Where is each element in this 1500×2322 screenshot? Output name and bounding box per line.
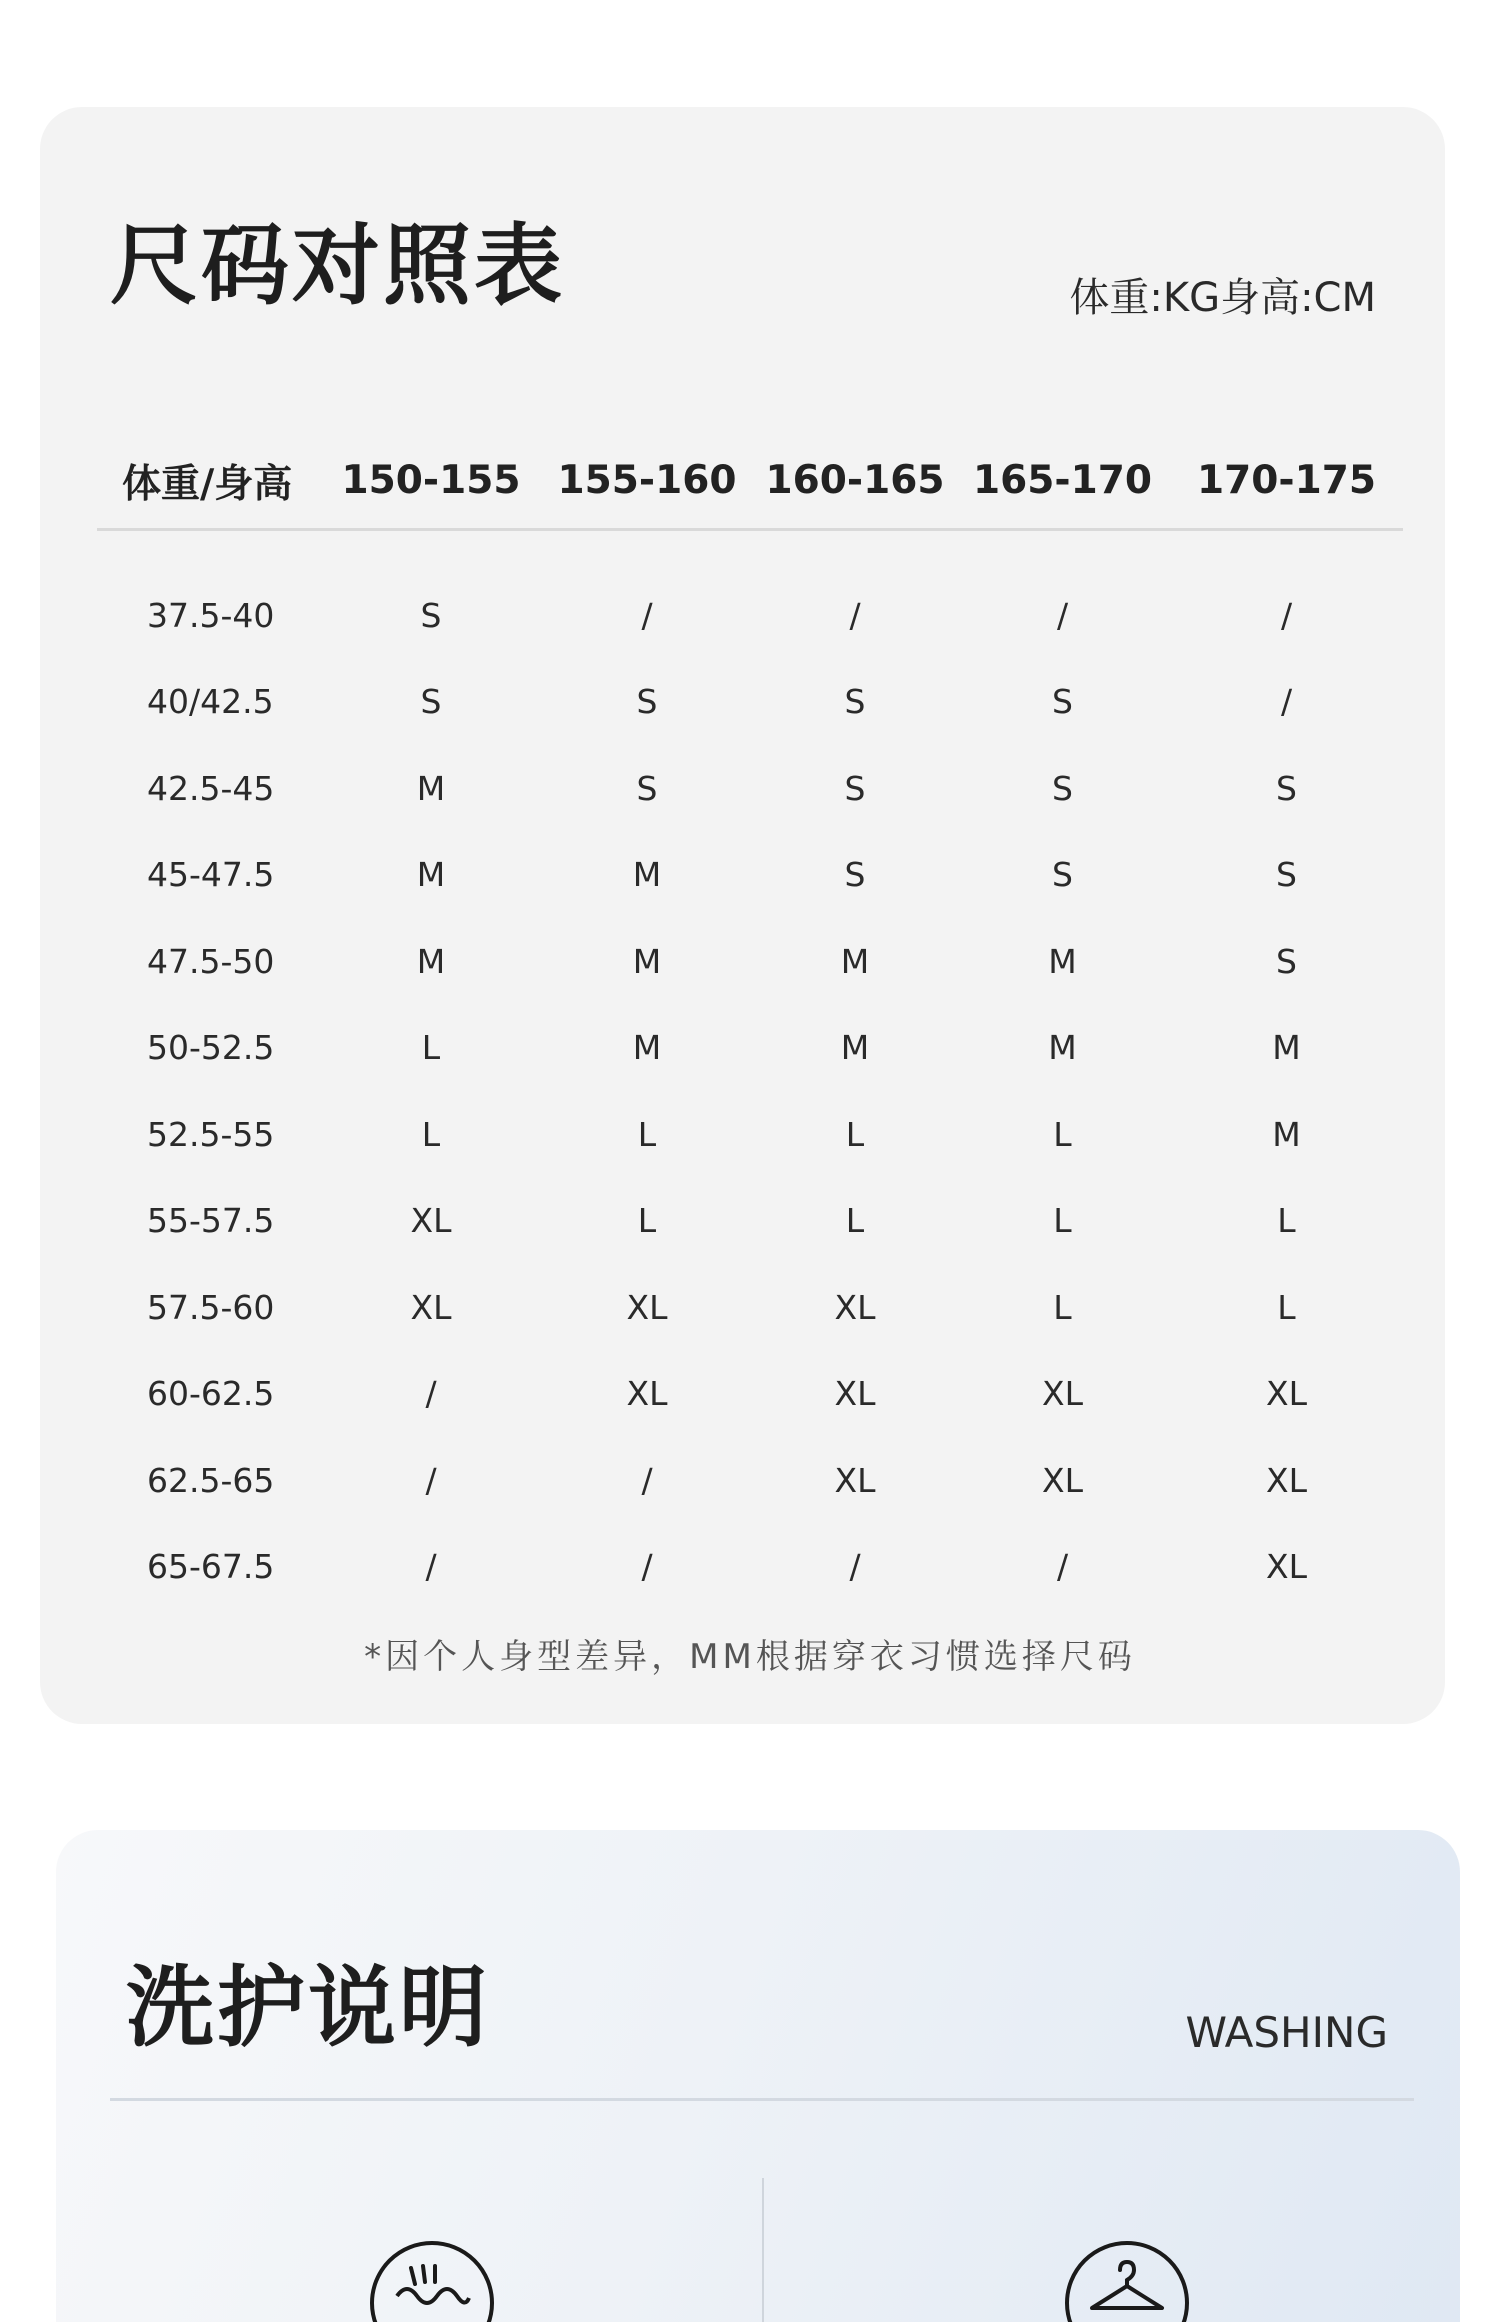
size-cell: / [1056,595,1069,635]
size-cell: XL [1266,1547,1307,1587]
size-cell: L [1277,1287,1296,1327]
size-cell: S [1052,682,1073,722]
size-cell: M [632,855,662,895]
size-cell: S [1276,768,1297,808]
weight-cell: 47.5-50 [147,941,275,981]
size-cell: / [641,1460,653,1500]
size-cell: L [1277,1201,1296,1241]
washing-title: 洗护说明 [126,1956,491,2059]
size-cell: L [1053,1114,1072,1154]
size-cell: / [641,1547,653,1587]
size-cell: XL [626,1374,668,1414]
size-cell: XL [1042,1460,1083,1500]
height-column-header: 155-160 [539,433,755,530]
size-cell: / [425,1460,437,1500]
weight-cell: 50-52.5 [147,1028,275,1068]
size-table-header-row [97,433,1403,530]
weight-cell: 62.5-65 [147,1460,275,1500]
size-cell: L [421,1028,441,1068]
size-cell: L [845,1201,865,1241]
table-row [97,1351,1403,1438]
size-cell: L [1053,1287,1072,1327]
size-cell: XL [410,1287,452,1327]
unit-note: 体重:KG身高:CM [1069,275,1376,321]
size-cell: XL [1042,1374,1083,1414]
size-cell: XL [626,1287,668,1327]
hand-wash-icon [367,2238,497,2322]
size-cell: S [1052,855,1073,895]
size-cell: L [1053,1201,1072,1241]
size-cell: S [420,595,442,635]
size-cell: M [1048,1028,1077,1068]
table-row [97,1005,1403,1092]
table-row [97,1264,1403,1351]
table-row [97,1178,1403,1265]
size-cell: / [1056,1547,1069,1587]
corner-header: 体重/身高 [97,433,323,530]
weight-cell: 37.5-40 [147,595,275,635]
weight-cell: 40/42.5 [147,682,274,722]
size-cell: XL [834,1374,876,1414]
size-cell: M [416,768,446,808]
size-cell: XL [410,1201,452,1241]
size-cell: / [641,595,653,635]
size-cell: XL [834,1287,876,1327]
table-row [97,1437,1403,1524]
size-cell: L [421,1114,441,1154]
size-cell: L [845,1114,865,1154]
size-cell: S [636,682,658,722]
size-cell: / [1280,595,1293,635]
size-cell: / [425,1374,437,1414]
weight-cell: 57.5-60 [147,1287,275,1327]
table-row [97,745,1403,832]
height-column-header: 170-175 [1170,433,1403,530]
size-cell: XL [834,1460,876,1500]
table-row [97,832,1403,919]
size-cell: M [840,941,870,981]
size-cell: L [637,1114,657,1154]
height-column-header: 150-155 [323,433,539,530]
table-row [97,530,1403,659]
size-cell: M [1048,941,1077,981]
size-cell: M [1272,1114,1301,1154]
weight-cell: 45-47.5 [147,855,275,895]
size-table [97,433,1403,1610]
size-cell: / [1280,682,1293,722]
washing-card [56,1830,1460,2322]
weight-cell: 42.5-45 [147,768,275,808]
size-cell: XL [1266,1460,1307,1500]
size-chart-title: 尺码对照表 [110,214,566,317]
size-cell: S [1276,855,1297,895]
size-cell: S [1276,941,1297,981]
size-cell: S [844,768,866,808]
washing-subtitle: WASHING [1185,2008,1388,2057]
size-cell: M [632,1028,662,1068]
size-cell: S [420,682,442,722]
washing-divider [110,2098,1414,2101]
weight-cell: 55-57.5 [147,1201,275,1241]
size-cell: S [844,855,866,895]
size-cell: XL [1266,1374,1307,1414]
table-row [97,918,1403,1005]
size-cell: L [637,1201,657,1241]
weight-cell: 60-62.5 [147,1374,275,1414]
table-row [97,1524,1403,1611]
size-cell: S [636,768,658,808]
size-cell: / [849,595,861,635]
table-row [97,1091,1403,1178]
washing-column-divider [762,2178,764,2322]
size-cell: M [840,1028,870,1068]
weight-cell: 52.5-55 [147,1114,275,1154]
size-cell: / [425,1547,437,1587]
table-row [97,659,1403,746]
hanger-icon [1062,2238,1192,2322]
size-cell: M [1272,1028,1301,1068]
size-cell: M [632,941,662,981]
height-column-header: 160-165 [755,433,955,530]
height-column-header: 165-170 [955,433,1170,530]
weight-cell: 65-67.5 [147,1547,275,1587]
size-cell: S [844,682,866,722]
size-cell: / [849,1547,861,1587]
size-cell: S [1052,768,1073,808]
size-cell: M [416,941,446,981]
size-footnote: *因个人身型差异，MM根据穿衣习惯选择尺码 [364,1637,1136,1677]
size-cell: M [416,855,446,895]
